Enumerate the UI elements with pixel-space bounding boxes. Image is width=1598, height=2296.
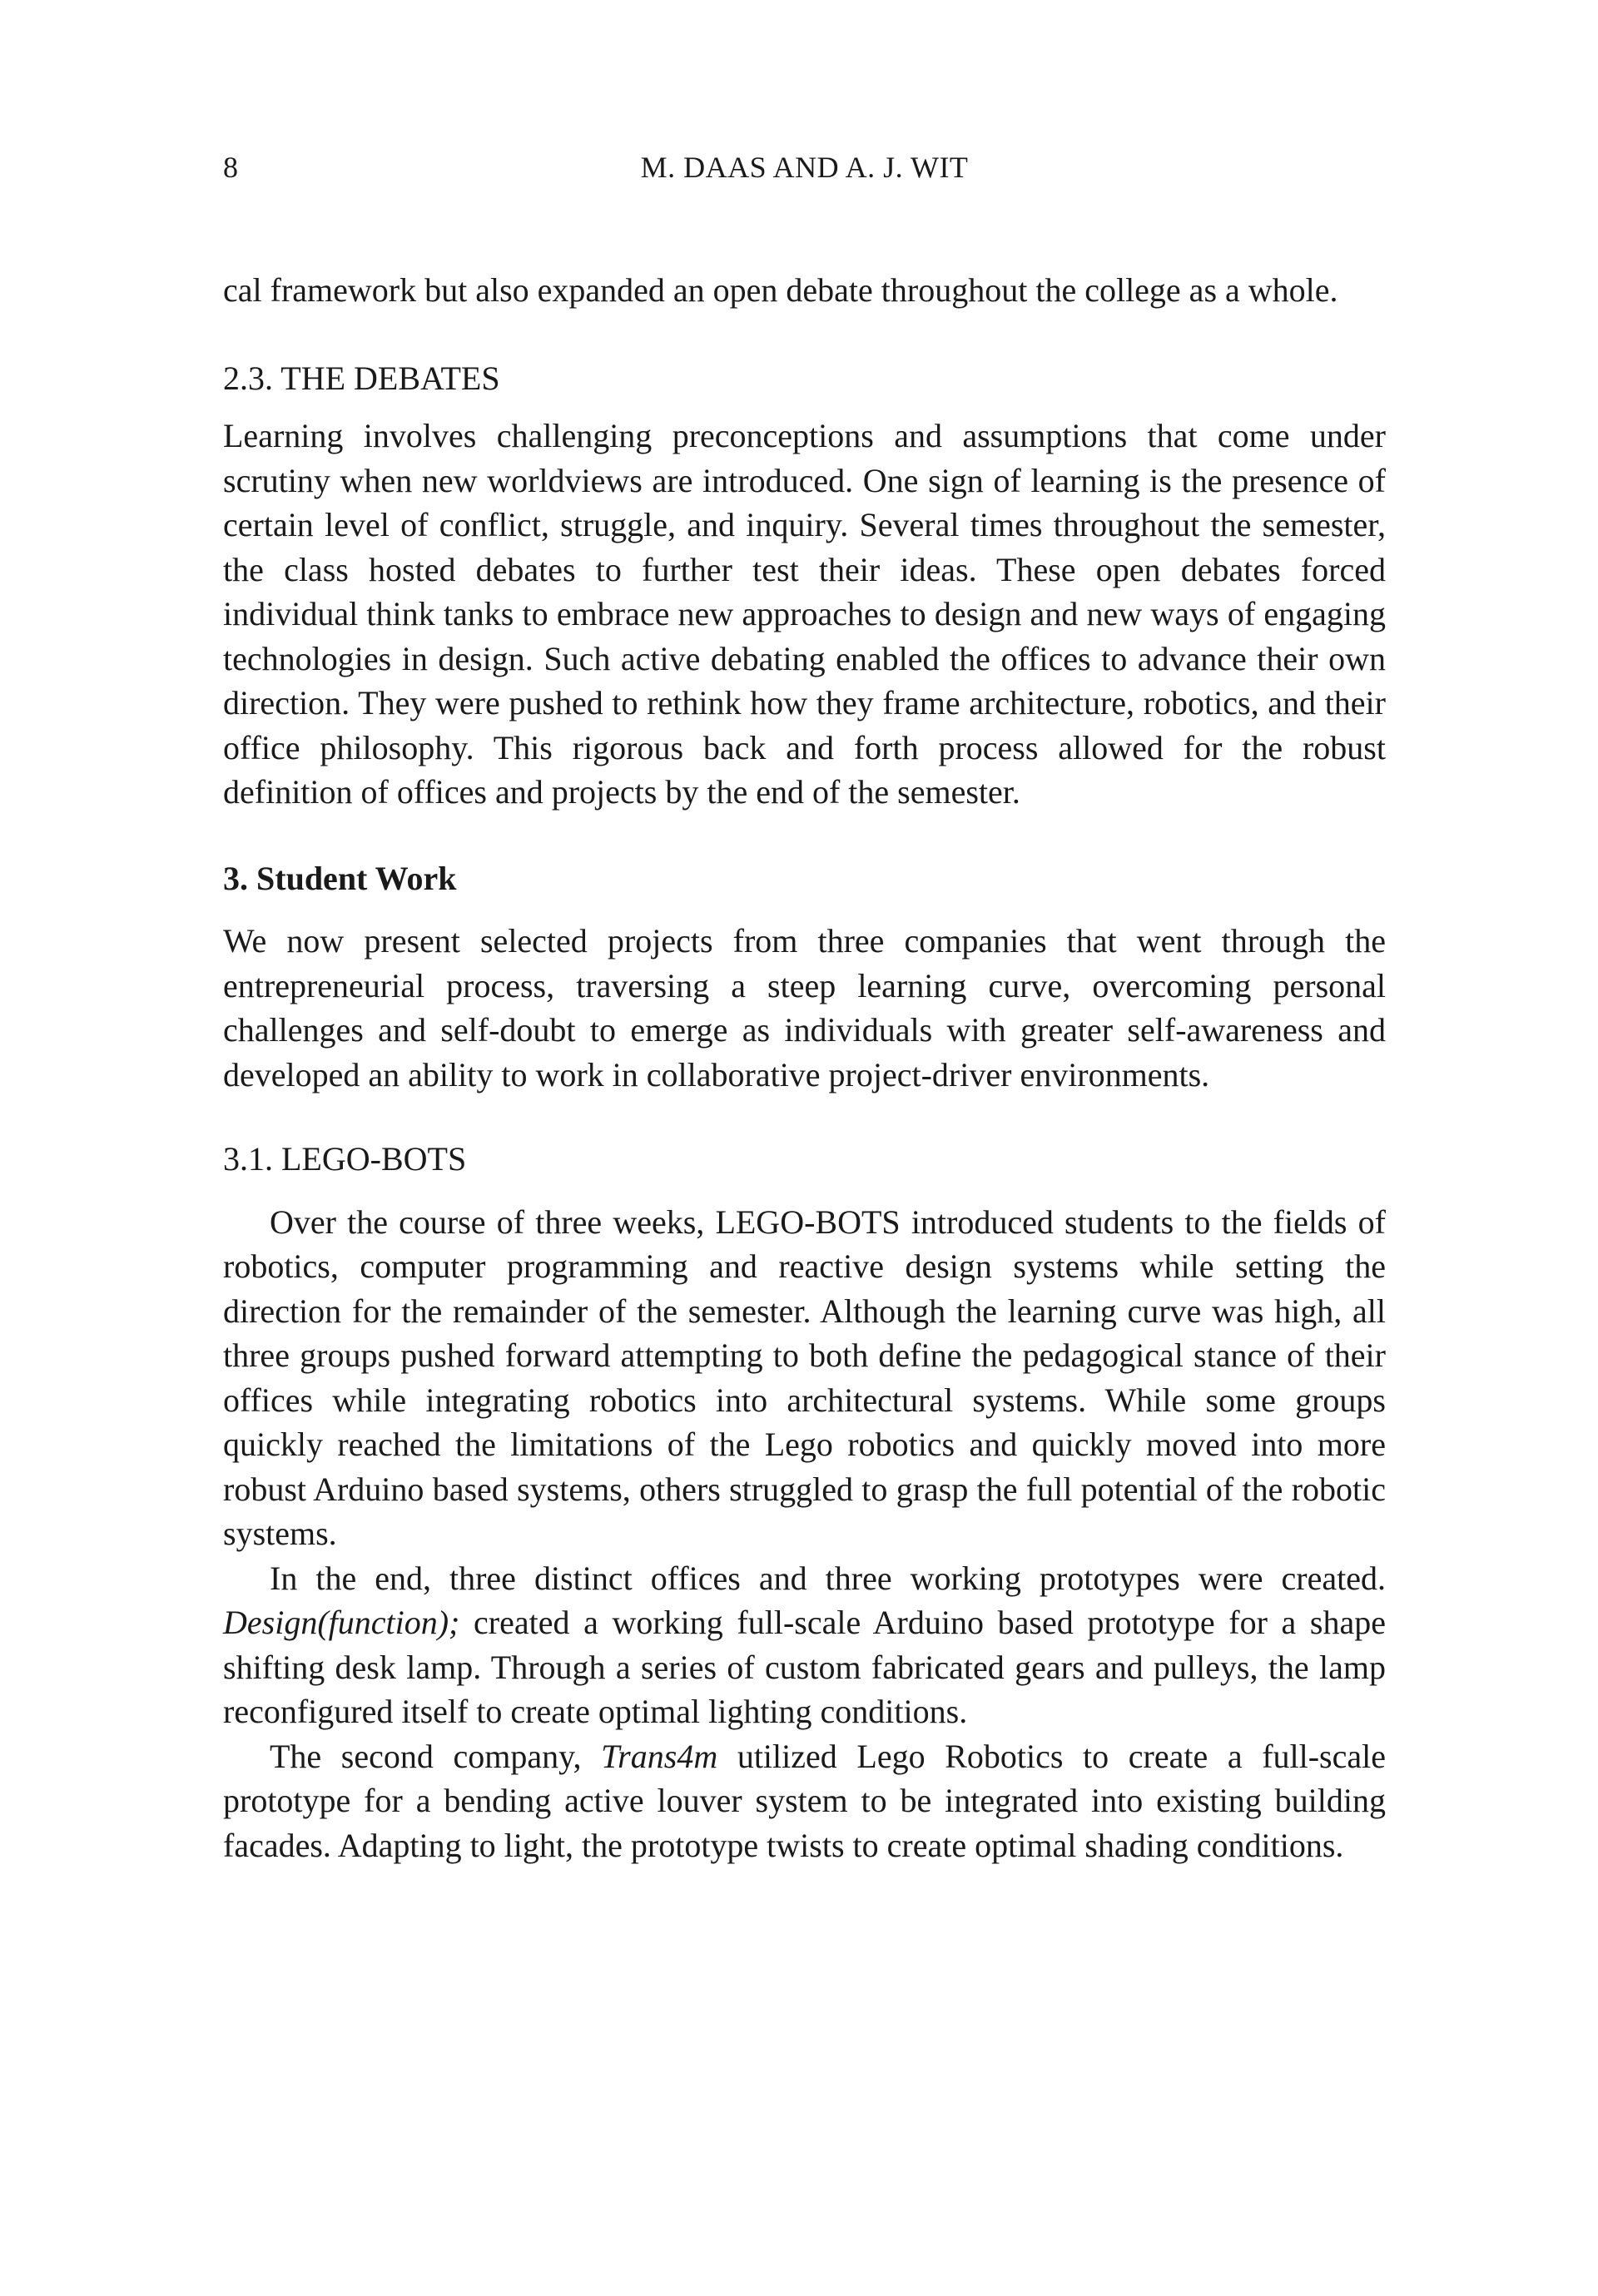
paragraph-2-text-end: created a working full-scale Arduino based prototype for a shape shifting desk lamp. Through a series of custom fabricated gears and pulleys, the lamp reconfigured itself to create optimal lighting conditions. [223,1604,1386,1730]
lego-bots-paragraph-2 [223,1556,1386,1734]
debates-paragraph: Learning involves challenging preconceptions and assumptions that come under scrutiny when new worldviews are introduced. One sign of learning is the presence of certain level of conflict, struggle, and inquiry. Several times throughout the semester, the class hosted debates to further test their ideas. These open debates forced individual think tanks to embrace new approaches to design and new ways of engaging technologies in design. Such active debating enabled the offices to advance their own direction. They were pushed to rethink how they frame architecture, robotics, and their office philosophy. This rigorous back and forth process allowed for the robust definition of offices and projects by the end of the semester. [223,417,1386,811]
running-title: M. DAAS AND A. J. WIT [640,151,969,184]
body-text [223,268,1386,1867]
company-name-trans4m: Trans4m [601,1737,718,1775]
continuation-paragraph: cal framework but also expanded an open debate throughout the college as a whole. [223,271,1338,309]
running-head [223,146,1386,188]
lego-bots-paragraph-1: Over the course of three weeks, LEGO-BOTS introduced students to the fields of robotics, computer programming and reactive design systems while setting the direction for the remainder of the semester. Although the learning curve was high, all three groups pushed forward attempting to both define the pedagogical stance of their offices while integrating robotics into architectural systems. While some groups quickly reached the limitations of the Lego robotics and quickly moved into more robust Arduino based systems, others struggled to grasp the full potential of the robotic systems. [223,1203,1386,1552]
section-heading-debates: 2.3. THE DEBATES [223,359,500,397]
company-name-design-function: Design(function); [223,1604,460,1641]
student-work-paragraph: We now present selected projects from three companies that went through the entrepreneurial process, traversing a steep learning curve, overcoming personal challenges and self-doubt to emerge as individuals with greater self-awareness and developed an ability to work in collaborative project-driver environments. [223,922,1386,1093]
document-page [223,0,1386,2296]
page-number: 8 [223,151,238,184]
paragraph-3-text-end: utilized Lego Robotics to create a full-scale prototype for a bending active louver system to be integrated into existing building facades. Adapting to light, the prototype twists to create optimal shading conditions. [223,1737,1387,1864]
paragraph-3-text-start: The second company, [270,1737,602,1775]
section-heading-lego-bots: 3.1. LEGO-BOTS [223,1140,467,1178]
lego-bots-paragraph-3 [223,1734,1386,1868]
paragraph-2-text-start: In the end, three distinct offices and three working prototypes were created. [270,1559,1386,1597]
section-heading-student-work: 3. Student Work [223,859,457,897]
